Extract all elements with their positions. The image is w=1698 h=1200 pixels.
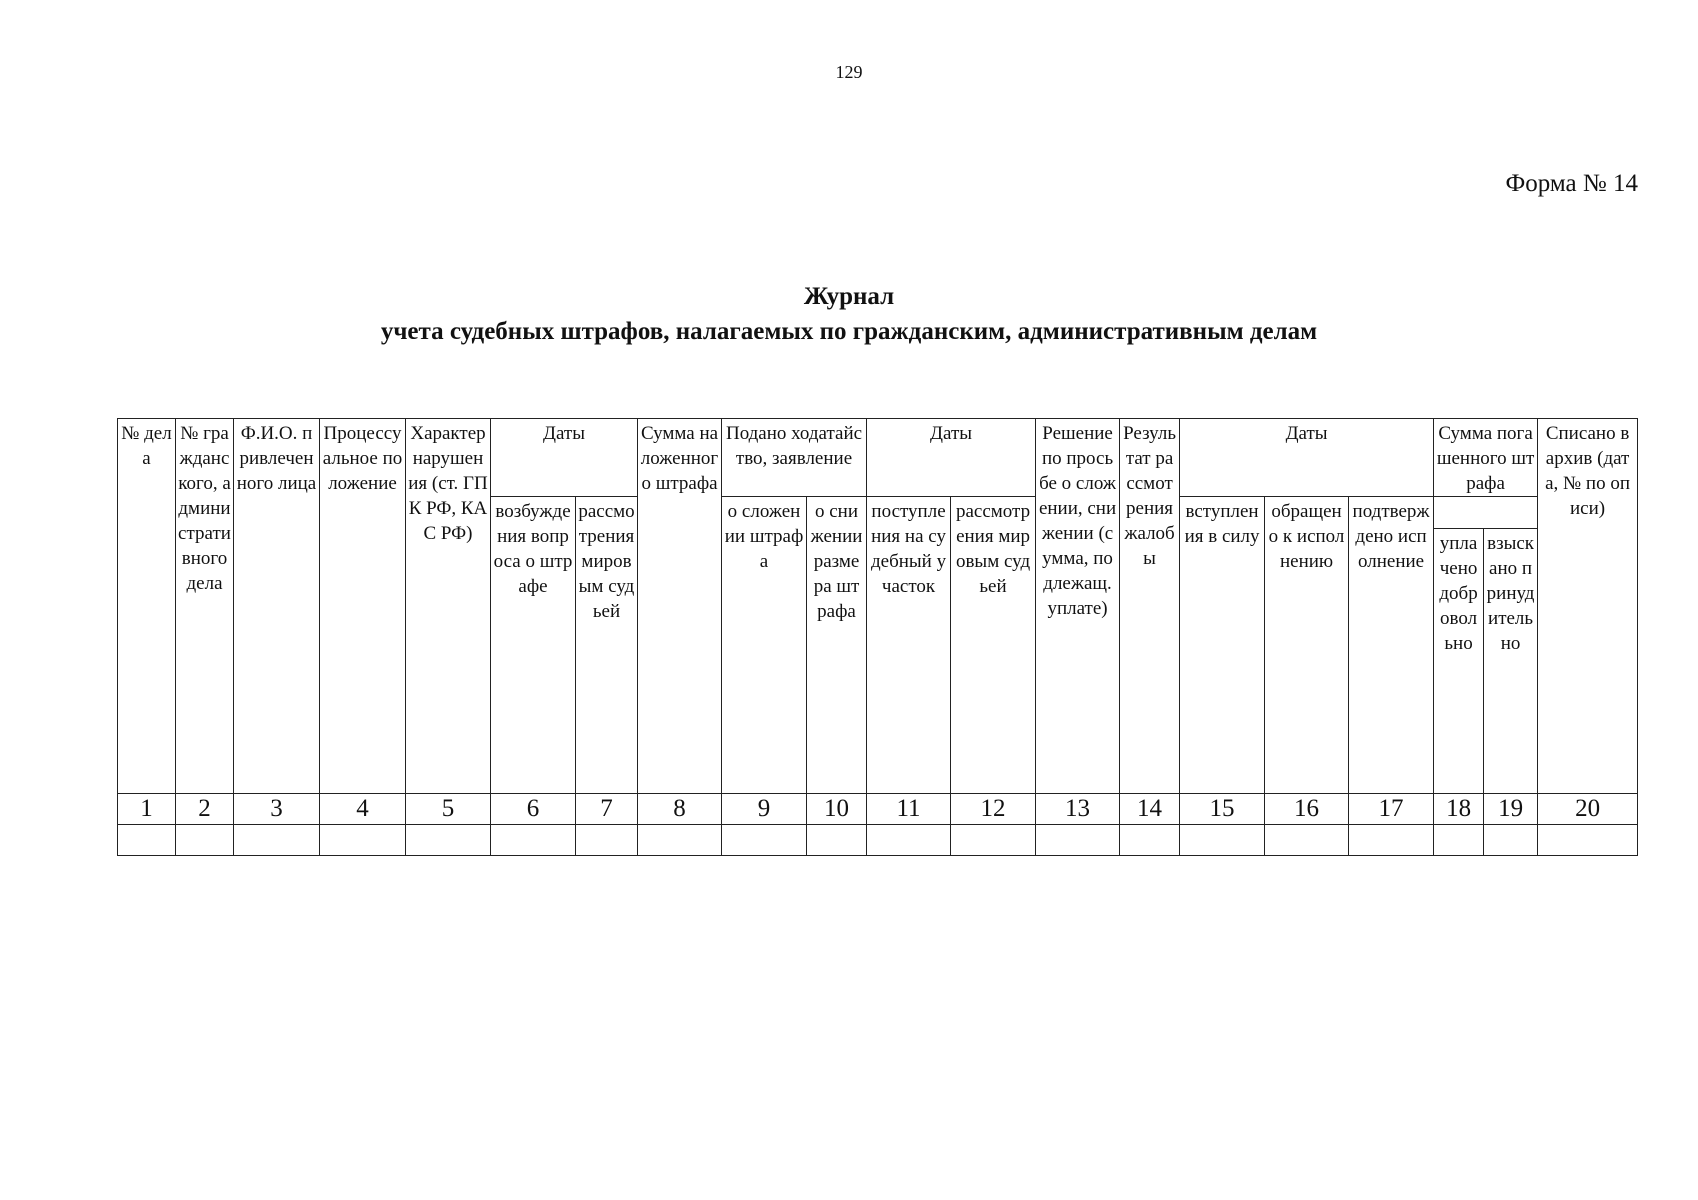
- header-enforcement-date: обращено к исполнению: [1265, 497, 1349, 794]
- column-number: 10: [807, 794, 867, 825]
- table-cell[interactable]: [1036, 825, 1120, 856]
- table-cell[interactable]: [1484, 825, 1538, 856]
- column-number: 2: [176, 794, 234, 825]
- header-initiation-date: возбуждения вопроса о штрафе: [491, 497, 576, 794]
- table-cell[interactable]: [576, 825, 638, 856]
- header-paid-voluntarily: уплачено добровольно: [1434, 529, 1484, 794]
- column-numbers-row: [118, 794, 1638, 825]
- table-cell[interactable]: [867, 825, 951, 856]
- table-cell[interactable]: [1349, 825, 1434, 856]
- header-case-number: № дела: [118, 419, 176, 794]
- table-cell[interactable]: [1180, 825, 1265, 856]
- header-effective-date: вступления в силу: [1180, 497, 1265, 794]
- fines-journal-table: [117, 418, 1638, 856]
- column-number: 4: [320, 794, 406, 825]
- table-cell[interactable]: [1120, 825, 1180, 856]
- header-petition-reduce: о снижении размера штрафа: [807, 497, 867, 794]
- column-number: 1: [118, 794, 176, 825]
- column-number: 8: [638, 794, 722, 825]
- header-group-dates-3: Даты: [1180, 419, 1434, 497]
- header-confirmed-date: подтверждено исполнение: [1349, 497, 1434, 794]
- table-cell[interactable]: [234, 825, 320, 856]
- column-number: 15: [1180, 794, 1265, 825]
- table-cell[interactable]: [1538, 825, 1638, 856]
- header-group-petition: Подано ходатайство, заявление: [722, 419, 867, 497]
- table-row: [118, 825, 1638, 856]
- table-cell[interactable]: [176, 825, 234, 856]
- table-cell[interactable]: [807, 825, 867, 856]
- header-review-date: рассмотрения мировым судьей: [576, 497, 638, 794]
- column-number: 5: [406, 794, 491, 825]
- header-fine-amount: Сумма наложенного штрафа: [638, 419, 722, 794]
- header-petition-cancel: о сложении штрафа: [722, 497, 807, 794]
- column-number: 11: [867, 794, 951, 825]
- table-cell[interactable]: [491, 825, 576, 856]
- header-group-sum-paid: Сумма погашенного штрафа: [1434, 419, 1538, 497]
- header-group-dates-2: Даты: [867, 419, 1036, 497]
- column-number: 12: [951, 794, 1036, 825]
- header-civil-case-number: № гражданского, административного дела: [176, 419, 234, 794]
- column-number: 19: [1484, 794, 1538, 825]
- header-considered-date: рассмотрения мировым судьей: [951, 497, 1036, 794]
- header-group-dates-1: Даты: [491, 419, 638, 497]
- table-cell[interactable]: [951, 825, 1036, 856]
- table-cell[interactable]: [1434, 825, 1484, 856]
- header-archived: Списано в архив (дата, № по описи): [1538, 419, 1638, 794]
- header-collected-forcibly: взыскано принудительно: [1484, 529, 1538, 794]
- table-cell[interactable]: [118, 825, 176, 856]
- header-procedural-position: Процессуальное положение: [320, 419, 406, 794]
- document-title: Журнал: [803, 283, 895, 310]
- header-received-date: поступления на судебный участок: [867, 497, 951, 794]
- table-cell[interactable]: [320, 825, 406, 856]
- page-number: 129: [835, 62, 863, 82]
- column-number: 16: [1265, 794, 1349, 825]
- document-subtitle: учета судебных штрафов, налагаемых по гражданским, административным делам: [380, 318, 1318, 345]
- table-cell[interactable]: [722, 825, 807, 856]
- table-cell[interactable]: [1265, 825, 1349, 856]
- header-appeal-result: Результат рассмотрения жалобы: [1120, 419, 1180, 794]
- column-number: 20: [1538, 794, 1638, 825]
- column-number: 7: [576, 794, 638, 825]
- column-number: 18: [1434, 794, 1484, 825]
- column-number: 6: [491, 794, 576, 825]
- header-violation-type: Характер нарушения (ст. ГПК РФ, КАС РФ): [406, 419, 491, 794]
- header-decision: Решение по просьбе о сложении, снижении (сумма, подлежащ. уплате): [1036, 419, 1120, 794]
- table-cell[interactable]: [406, 825, 491, 856]
- form-number: Форма № 14: [1505, 170, 1638, 197]
- header-person-name: Ф.И.О. привлеченного лица: [234, 419, 320, 794]
- column-number: 17: [1349, 794, 1434, 825]
- column-number: 13: [1036, 794, 1120, 825]
- column-number: 9: [722, 794, 807, 825]
- column-number: 14: [1120, 794, 1180, 825]
- column-number: 3: [234, 794, 320, 825]
- table-cell[interactable]: [638, 825, 722, 856]
